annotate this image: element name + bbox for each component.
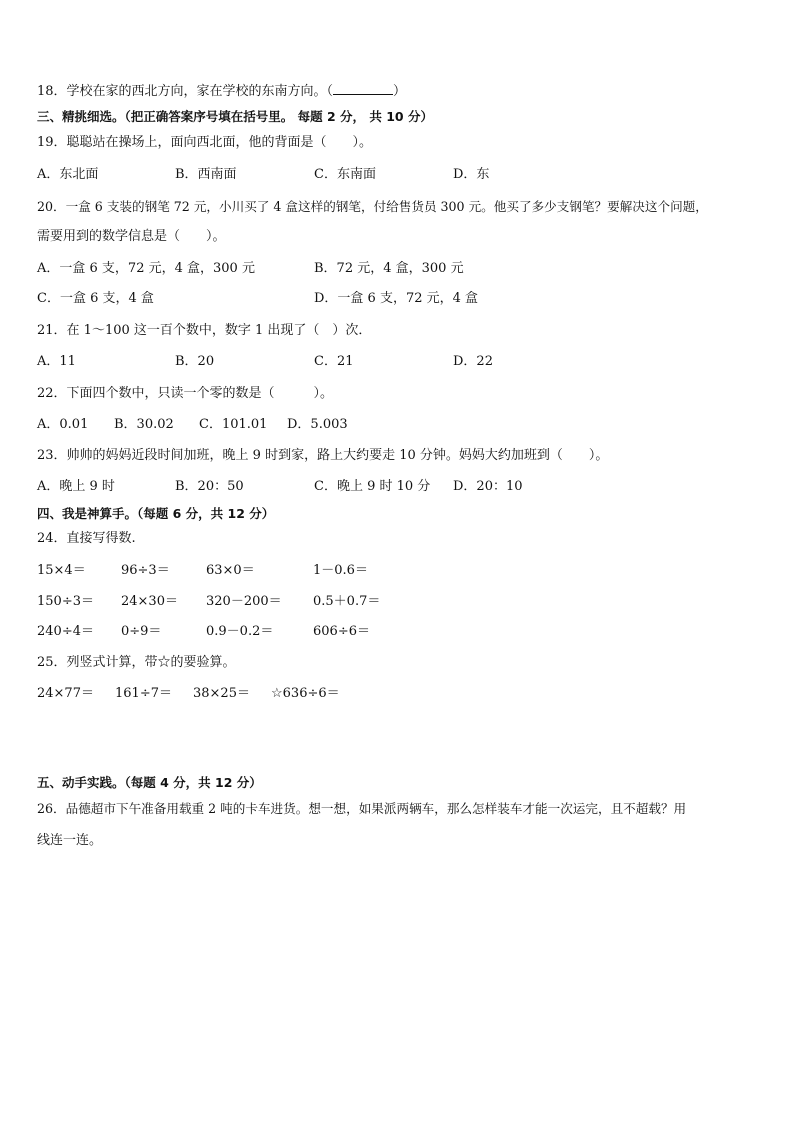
calc-item: 0.9－0.2＝ — [206, 624, 274, 639]
vertical-calc-item: 24×77＝ — [37, 686, 94, 701]
section-4-title: 四、我是神算手。（每题 6 分，共 12 分） — [37, 506, 275, 521]
question-22-stem: 22．下面四个数中，只读一个零的数是（ ）。 — [37, 386, 334, 401]
question-22-option-a: A．0.01 — [37, 417, 89, 432]
section-3-title: 三、精挑细选。（把正确答案序号填在括号里。 每题 2 分， 共 10 分） — [37, 109, 433, 124]
calc-item: 96÷3＝ — [121, 563, 170, 578]
question-20-stem-line1: 20．一盒 6 支装的钢笔 72 元，小川买了 4 盒这样的钢笔，付给售货员 300 元。他买了多少支钢笔？要解决这个问题， — [37, 199, 708, 214]
calc-item: 15×4＝ — [37, 563, 86, 578]
question-18 — [37, 82, 406, 101]
question-23-stem: 23．帅帅的妈妈近段时间加班，晚上 9 时到家，路上大约要走 10 分钟。妈妈大约加班到（ ）。 — [37, 448, 609, 463]
calc-item: 606÷6＝ — [313, 624, 370, 639]
vertical-calc-item: 38×25＝ — [193, 686, 250, 701]
question-22-option-b: B．30.02 — [114, 417, 174, 432]
question-20-option-c: C．一盒 6 支，4 盒 — [37, 291, 154, 306]
answer-blank[interactable] — [333, 82, 393, 95]
calc-item: 150÷3＝ — [37, 594, 94, 609]
question-23-option-c: C．晚上 9 时 10 分 — [314, 479, 431, 494]
vertical-calc-item: 161÷7＝ — [115, 686, 172, 701]
section-5-title: 五、动手实践。（每题 4 分，共 12 分） — [37, 775, 262, 790]
question-21-option-b: B．20 — [175, 354, 215, 369]
question-20-option-b: B．72 元，4 盒，300 元 — [314, 261, 464, 276]
question-25-stem: 25．列竖式计算，带☆的要验算。 — [37, 655, 236, 670]
question-23-option-a: A．晚上 9 时 — [37, 479, 115, 494]
question-24-stem: 24．直接写得数. — [37, 531, 136, 546]
question-23-option-d: D．20：10 — [453, 479, 523, 494]
question-26-stem-line2: 线连一连。 — [37, 833, 103, 848]
question-18-text: 18．学校在家的西北方向，家在学校的东南方向。（ — [37, 84, 334, 99]
question-19-stem: 19．聪聪站在操场上，面向西北面，他的背面是（ ）。 — [37, 135, 373, 150]
calc-item: 320－200＝ — [206, 594, 282, 609]
question-23-option-b: B．20：50 — [175, 479, 244, 494]
question-22-option-d: D．5.003 — [287, 417, 348, 432]
question-19-option-a: A．东北面 — [37, 167, 99, 182]
calc-item: 24×30＝ — [121, 594, 178, 609]
question-21-option-d: D．22 — [453, 354, 493, 369]
calc-item: 1－0.6＝ — [313, 563, 368, 578]
question-19-option-b: B．西南面 — [175, 167, 237, 182]
question-21-option-c: C．21 — [314, 354, 354, 369]
question-19-option-c: C．东南面 — [314, 167, 376, 182]
question-18-close: ） — [393, 84, 407, 99]
question-20-stem-line2: 需要用到的数学信息是（ ）。 — [37, 229, 226, 244]
question-20-option-d: D．一盒 6 支，72 元，4 盒 — [314, 291, 479, 306]
question-22-option-c: C．101.01 — [199, 417, 268, 432]
calc-item: 0.5＋0.7＝ — [313, 594, 381, 609]
question-21-option-a: A．11 — [37, 354, 76, 369]
question-20-option-a: A．一盒 6 支，72 元，4 盒，300 元 — [37, 261, 255, 276]
calc-item: 0÷9＝ — [121, 624, 162, 639]
vertical-calc-item: ☆636÷6＝ — [271, 686, 340, 701]
calc-item: 240÷4＝ — [37, 624, 94, 639]
question-19-option-d: D．东 — [453, 167, 490, 182]
question-26-stem-line1: 26．品德超市下午准备用载重 2 吨的卡车进货。想一想，如果派两辆车，那么怎样装车才能一次运完，且不超载？用 — [37, 801, 687, 816]
calc-item: 63×0＝ — [206, 563, 255, 578]
question-21-stem: 21．在 1～100 这一百个数中，数字 1 出现了（ ）次． — [37, 323, 372, 338]
